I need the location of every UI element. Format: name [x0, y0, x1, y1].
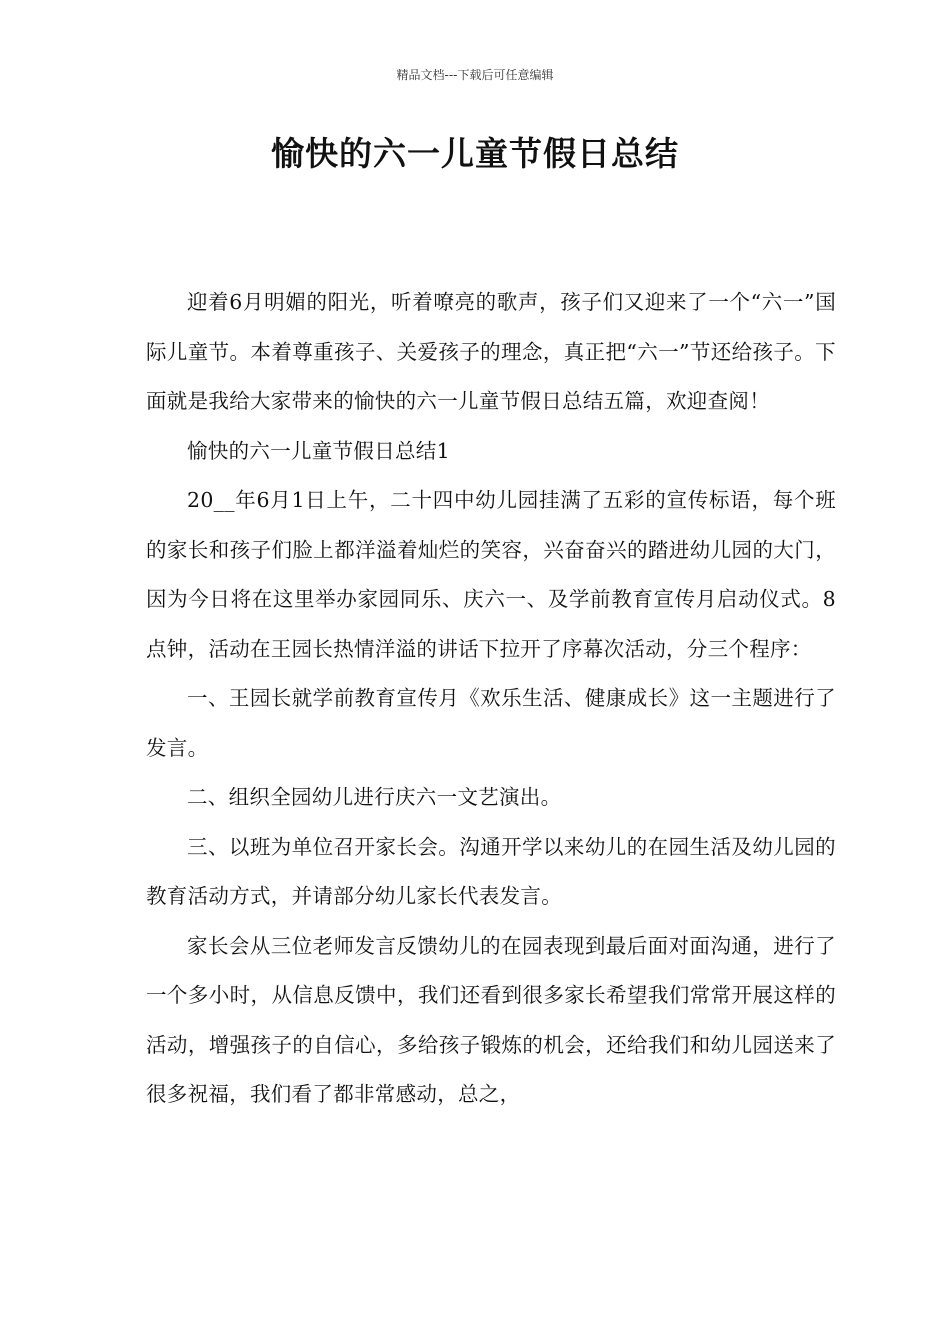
section-heading: 愉快的六一儿童节假日总结1: [187, 438, 450, 463]
document-body: [146, 278, 836, 1120]
document-title: 愉快的六一儿童节假日总结: [271, 134, 679, 173]
intro-paragraph: 迎着6月明媚的阳光，听着嘹亮的歌声，孩子们又迎来了一个“六一”国际儿童节。本着尊重孩子、关爱孩子的理念，真正把“六一”节还给孩子。下面就是我给大家带来的愉快的六一儿童节假日总结五篇，欢迎查阅！: [146, 290, 836, 413]
body-paragraph: 家长会从三位老师发言反馈幼儿的在园表现到最后面对面沟通，进行了一个多小时，从信息反馈中，我们还看到很多家长希望我们常常开展这样的活动，增强孩子的自信心，多给孩子锻炼的机会，还给我们和幼儿园送来了很多祝福，我们看了都非常感动，总之，: [146, 933, 836, 1106]
program-item-3: 三、以班为单位召开家长会。沟通开学以来幼儿的在园生活及幼儿园的教育活动方式，并请部分幼儿家长代表发言。: [146, 834, 836, 908]
program-item-2: 二、组织全园幼儿进行庆六一文艺演出。: [187, 785, 562, 809]
program-item-1: 一、王园长就学前教育宣传月《欢乐生活、健康成长》这一主题进行了发言。: [146, 686, 836, 760]
header-note: 精品文档---下载后可任意编辑: [396, 68, 554, 82]
body-paragraph: 20__年6月1日上午，二十四中幼儿园挂满了五彩的宣传标语，每个班的家长和孩子们脸上都洋溢着灿烂的笑容，兴奋奋兴的踏进幼儿园的大门，因为今日将在这里举办家园同乐、庆六一、及学前教育宣传月启动仪式。8点钟，活动在王园长热情洋溢的讲话下拉开了序幕次活动，分三个程序：: [146, 488, 836, 661]
